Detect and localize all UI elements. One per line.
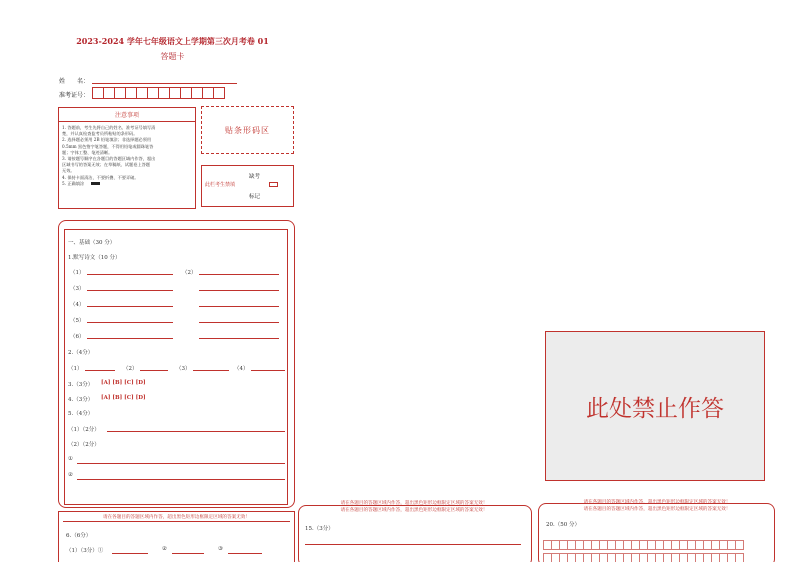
q1-answer-6[interactable] xyxy=(87,338,173,339)
q5-circle-1: ① xyxy=(68,456,73,462)
q15-heading: 15.（3分） xyxy=(305,526,334,532)
q6-mark-2: ② xyxy=(162,546,167,552)
q1-answer-3b[interactable] xyxy=(199,290,279,291)
q15-answer-line[interactable] xyxy=(305,544,521,545)
notice-line: 5. 正确填涂 xyxy=(62,181,192,187)
q6-answer-1[interactable] xyxy=(112,553,148,554)
q2-answer-4[interactable] xyxy=(251,370,285,371)
section-heading: 一、基础（30 分） xyxy=(68,240,116,246)
q6-answer-2[interactable] xyxy=(172,553,204,554)
q3-options[interactable]: [A] [B] [C] [D] xyxy=(101,380,146,386)
q1-item-4: （4） xyxy=(70,302,85,308)
warning-text: 请在各题目的答题区域内作答，超出黑色矩形边框限定区域的答案无效！ xyxy=(102,515,250,520)
barcode-label: 贴条形码区 xyxy=(225,125,270,135)
q5-heading: 5.（4分） xyxy=(68,411,94,417)
forbidden-text: 此处禁止作答 xyxy=(586,395,724,422)
q1-answer-6b[interactable] xyxy=(199,338,279,339)
q1-answer-4b[interactable] xyxy=(199,306,279,307)
divider xyxy=(63,521,290,522)
q1-item-2: （2） xyxy=(182,270,197,276)
q3-label: 3.（3分） xyxy=(68,382,94,388)
q1-answer-4[interactable] xyxy=(87,306,173,307)
q6-part1: （1）（3分）① xyxy=(66,548,104,554)
q2-heading: 2.（4分） xyxy=(68,350,94,356)
q5-answer-c1[interactable] xyxy=(77,463,285,464)
q6-heading: 6.（6分） xyxy=(66,533,92,539)
q1-answer-3[interactable] xyxy=(87,290,173,291)
q5-answer-1[interactable] xyxy=(107,431,285,432)
q1-answer-5[interactable] xyxy=(87,322,173,323)
notice-line: 区域书写的答案无效；在草稿纸、试题卷上答题 xyxy=(62,162,150,168)
name-field[interactable] xyxy=(92,83,237,84)
q1-answer-2[interactable] xyxy=(199,274,279,275)
absent-forbid-label: 此栏考生禁填 xyxy=(205,182,236,188)
q2-answer-1[interactable] xyxy=(85,370,115,371)
warning-text: 请在各题目的答题区域内作答，超出黑色矩形边框限定区域的答案无效！ xyxy=(583,500,731,505)
q5-part2: （2）（2分） xyxy=(68,442,100,448)
notice-line: 楚，并认真检查监考员所粘贴的条形码。 xyxy=(62,131,138,137)
q6-answer-3[interactable] xyxy=(228,553,262,554)
composition-grid-row[interactable] xyxy=(543,553,743,562)
q2-answer-3[interactable] xyxy=(193,370,229,371)
q20-heading: 20.（50 分） xyxy=(546,522,580,528)
notice-line: 0.5mm 黑色签字笔答题，不得用铅笔或圆珠笔答 xyxy=(62,143,154,149)
id-label: 准考证号： xyxy=(59,92,90,99)
q1-item-5: （5） xyxy=(70,318,85,324)
q2-item-2: （2） xyxy=(123,366,138,372)
absent-label-bottom: 标记 xyxy=(249,194,261,200)
notice-box xyxy=(58,107,196,209)
q4-label: 4.（3分） xyxy=(68,397,94,403)
forbidden-area xyxy=(545,331,765,481)
q1-heading: 1.默写诗文（10 分） xyxy=(68,255,121,261)
notice-line: 2. 选择题必须用 2B 铅笔填涂；非选择题必须用 xyxy=(62,137,152,143)
name-label: 姓 名： xyxy=(59,78,90,85)
warning-text: 请在各题目的答题区域内作答，超出黑色矩形边框限定区域的答案无效！ xyxy=(583,507,731,512)
notice-title: 注意事项 xyxy=(114,112,139,119)
notice-line: 题；字体工整、笔迹清晰。 xyxy=(62,149,113,155)
absent-box xyxy=(201,165,294,207)
q1-answer-1[interactable] xyxy=(87,274,173,275)
notice-line: 3. 请按题号顺序在各题目的答题区域内作答，超出 xyxy=(62,156,156,162)
id-number-grid[interactable] xyxy=(92,87,224,99)
notice-line: 无效。 xyxy=(62,168,75,174)
absent-checkbox[interactable] xyxy=(269,182,278,187)
q1-item-1: （1） xyxy=(70,270,85,276)
page-title: 2023-2024 学年七年级语文上学期第三次月考卷 01 xyxy=(76,36,269,46)
q1-answer-5b[interactable] xyxy=(199,322,279,323)
q5-circle-2: ② xyxy=(68,472,73,478)
composition-grid-row[interactable] xyxy=(543,540,743,550)
q1-item-3: （3） xyxy=(70,286,85,292)
page-subtitle: 答题卡 xyxy=(160,52,185,61)
section-q15 xyxy=(298,505,532,562)
q1-item-6: （6） xyxy=(70,334,85,340)
absent-label-top: 缺考 xyxy=(249,174,261,180)
q2-answer-2[interactable] xyxy=(140,370,168,371)
notice-line: 4. 保持卡面清洁，不要折叠、不要弄破。 xyxy=(62,174,139,180)
q2-item-3: （3） xyxy=(176,366,191,372)
q5-answer-c2[interactable] xyxy=(77,479,285,480)
filled-mark-icon xyxy=(91,182,100,185)
q6-mark-3: ③ xyxy=(218,546,223,552)
warning-text: 请在各题目的答题区域内作答，超出黑色矩形边框限定区域的答案无效！ xyxy=(340,508,488,513)
q5-part1: （1）（2分） xyxy=(68,427,100,433)
q2-item-1: （1） xyxy=(68,366,83,372)
section-basics-inner xyxy=(64,229,288,505)
q4-options[interactable]: [A] [B] [C] [D] xyxy=(101,395,146,401)
warning-text: 请在各题目的答题区域内作答，超出黑色矩形边框限定区域的答案无效！ xyxy=(340,501,488,506)
notice-line: 1. 答题前，考生先将自己的姓名、准考证号填写清 xyxy=(62,125,156,130)
q2-item-4: （4） xyxy=(234,366,249,372)
barcode-area xyxy=(201,106,294,154)
